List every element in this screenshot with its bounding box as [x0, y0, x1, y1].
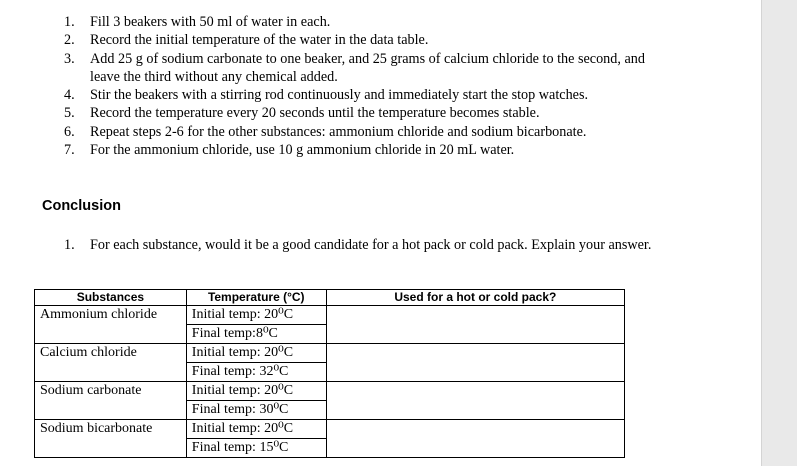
final-temp: Final temp:8⁰C — [187, 324, 326, 343]
usage-cell[interactable] — [326, 382, 624, 420]
usage-cell[interactable] — [326, 344, 624, 382]
step-number: 2. — [64, 32, 75, 49]
usage-cell[interactable] — [326, 420, 624, 458]
step-text: Add 25 g of sodium carbonate to one beaker, and 25 grams of calcium chloride to the second, and leave the third without any chemical added. — [90, 50, 645, 85]
step-text: Repeat steps 2-6 for the other substances: ammonium chloride and sodium bicarbonate. — [90, 123, 587, 140]
step-number: 3. — [64, 50, 75, 67]
final-temp: Final temp: 15⁰C — [187, 438, 326, 457]
table-row — [35, 344, 625, 382]
temperature-cell — [186, 344, 326, 382]
initial-temp: Initial temp: 20⁰C — [191, 345, 294, 360]
temperature-cell — [186, 382, 326, 420]
initial-temp: Initial temp: 20⁰C — [191, 383, 294, 398]
initial-temp: Initial temp: 20⁰C — [191, 421, 294, 436]
substance-cell: Ammonium chloride — [35, 306, 187, 344]
step-number: 4. — [64, 87, 75, 104]
table-row — [35, 306, 625, 344]
final-temp: Final temp: 32⁰C — [187, 362, 326, 381]
header-usage: Used for a hot or cold pack? — [326, 290, 624, 306]
final-temp: Final temp: 30⁰C — [187, 400, 326, 419]
procedure-step — [64, 123, 664, 141]
step-number: 1. — [64, 14, 75, 30]
conclusion-question — [64, 235, 654, 255]
step-number: 7. — [64, 142, 75, 159]
step-text: Stir the beakers with a stirring rod continuously and immediately start the stop watches. — [90, 87, 589, 104]
step-text: Record the initial temperature of the water in the data table. — [90, 32, 429, 49]
window-side-margin — [761, 0, 797, 466]
procedure-step — [64, 31, 664, 49]
procedure-step — [64, 104, 664, 122]
header-substances: Substances — [35, 290, 187, 306]
step-text: For the ammonium chloride, use 10 g ammonium chloride in 20 mL water. — [90, 142, 515, 159]
temperature-cell — [186, 306, 326, 344]
initial-temp: Initial temp: 20⁰C — [191, 307, 294, 322]
table-header-row — [35, 290, 625, 306]
table-row — [35, 382, 625, 420]
procedure-step — [64, 13, 664, 31]
results-table — [34, 289, 625, 458]
substance-cell: Calcium chloride — [35, 344, 187, 382]
procedure-step — [64, 141, 664, 159]
question-text: For each substance, would it be a good candidate for a hot pack or cold pack. Explain your answer. — [90, 237, 652, 253]
step-number: 5. — [64, 105, 75, 122]
substance-cell: Sodium bicarbonate — [35, 420, 187, 458]
step-text: Record the temperature every 20 seconds until the temperature becomes stable. — [90, 105, 540, 122]
conclusion-heading: Conclusion — [42, 198, 121, 214]
usage-cell[interactable] — [326, 306, 624, 344]
header-temperature: Temperature (°C) — [186, 290, 326, 306]
table-row — [35, 420, 625, 458]
procedure-step — [64, 50, 664, 87]
procedure-steps — [64, 13, 664, 159]
temperature-cell — [186, 420, 326, 458]
procedure-step — [64, 86, 664, 104]
step-number: 6. — [64, 123, 75, 140]
question-number: 1. — [64, 237, 75, 253]
step-text: Fill 3 beakers with 50 ml of water in each. — [90, 14, 331, 30]
substance-cell: Sodium carbonate — [35, 382, 187, 420]
